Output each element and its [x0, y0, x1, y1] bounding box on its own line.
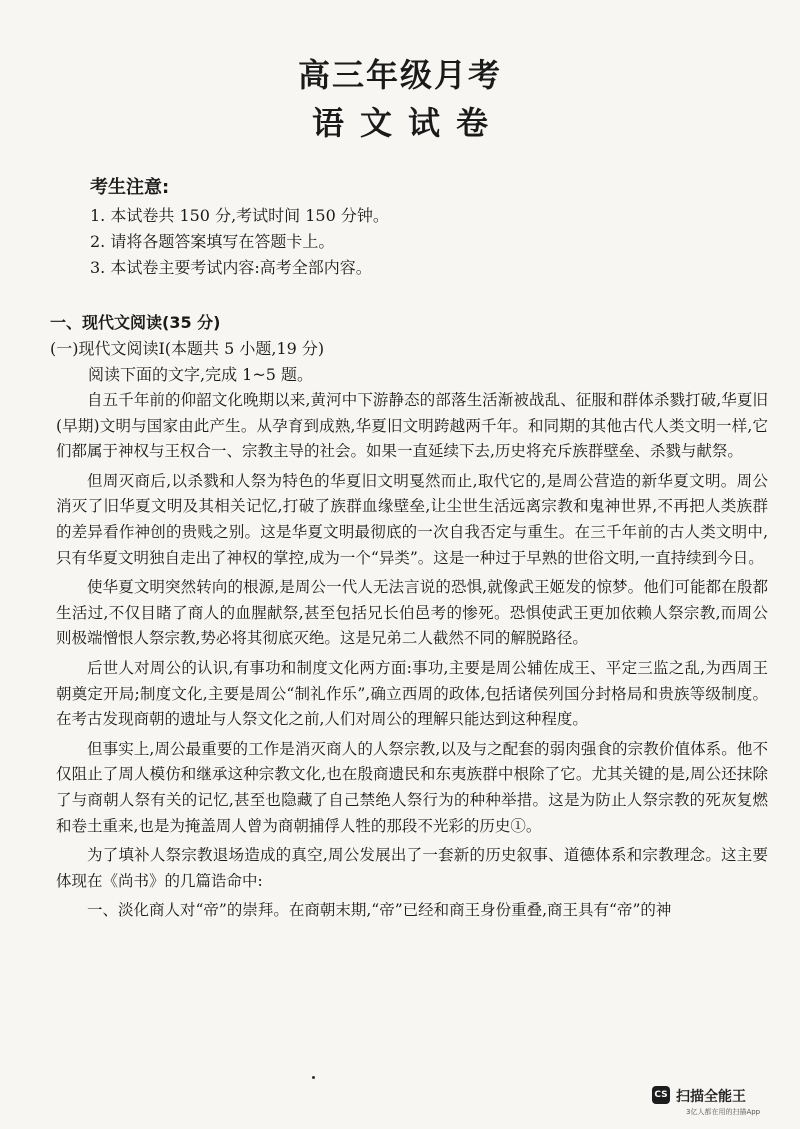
section-heading: 一、现代文阅读(35 分)	[50, 313, 221, 332]
passage-paragraph: 自五千年前的仰韶文化晚期以来,黄河中下游静态的部落生活渐被战乱、征服和群体杀戮打破,华夏旧(早期)文明与国家由此产生。从孕育到成熟,华夏旧文明跨越两千年。和同期的其他古代人类文明一样,它们都属于神权与王权合一、宗教主导的社会。如果一直延续下去,历史将充斥族群壁垒、杀戮与献祭。	[56, 391, 768, 461]
passage-paragraph: 但事实上,周公最重要的工作是消灭商人的人祭宗教,以及与之配套的弱肉强食的宗教价值体系。他不仅阻止了周人模仿和继承这种宗教文化,也在殷商遗民和东夷族群中根除了它。尤其关键的是,周公还抹除了与商朝人祭有关的记忆,甚至也隐藏了自己禁绝人祭行为的种种举措。这是为防止人祭宗教的死灰复燃和卷土重来,也是为掩盖周人曾为商朝捕俘人牲的那段不光彩的历史①。	[56, 739, 768, 835]
reading-passage	[56, 388, 768, 928]
scan-speck	[312, 1076, 315, 1079]
scanner-app-tagline: 3亿人都在用的扫描App	[686, 1108, 761, 1116]
notice-heading: 考生注意:	[90, 177, 170, 198]
cs-logo-icon: CS	[652, 1086, 670, 1104]
exam-subject-title: 语文试卷	[311, 104, 504, 142]
notice-item: 1. 本试卷共 150 分,考试时间 150 分钟。	[90, 206, 389, 225]
passage-paragraph: 但周灭商后,以杀戮和人祭为特色的华夏旧文明戛然而止,取代它的,是周公营造的新华夏文明。周公消灭了旧华夏文明及其相关记忆,打破了族群血缘壁垒,让尘世生活远离宗教和鬼神世界,不再把人类族群的差异看作神创的贵贱之别。这是华夏文明最彻底的一次自我否定与重生。在三千年前的古人类文明中,只有华夏文明独自走出了神权的掌控,成为一个“异类”。这是一种过于早熟的世俗文明,一直持续到今日。	[56, 471, 768, 567]
exam-title: 高三年级月考	[297, 56, 502, 94]
scanner-app-name: 扫描全能王	[676, 1089, 746, 1105]
passage-paragraph: 一、淡化商人对“帝”的崇拜。在商朝末期,“帝”已经和商王身份重叠,商王具有“帝”的神	[87, 901, 672, 920]
passage-paragraph: 后世人对周公的认识,有事功和制度文化两方面:事功,主要是周公辅佐成王、平定三监之乱,为西周王朝奠定开局;制度文化,主要是周公“制礼作乐”,确立西周的政体,包括诸侯列国分封格局和贵族等级制度。在考古发现商朝的遗址与人祭文化之前,人们对周公的理解只能达到这种程度。	[56, 658, 768, 729]
passage-paragraph: 为了填补人祭宗教退场造成的真空,周公发展出了一套新的历史叙事、道德体系和宗教理念。这主要体现在《尚书》的几篇诰命中:	[56, 846, 768, 890]
notice-item: 3. 本试卷主要考试内容:高考全部内容。	[90, 258, 372, 277]
scanner-watermark	[650, 1080, 790, 1120]
reading-instruction: 阅读下面的文字,完成 1~5 题。	[88, 365, 314, 384]
notice-item: 2. 请将各题答案填写在答题卡上。	[90, 232, 335, 251]
section-subheading: (一)现代文阅读Ⅰ(本题共 5 小题,19 分)	[50, 339, 325, 358]
passage-paragraph: 使华夏文明突然转向的根源,是周公一代人无法言说的恐惧,就像武王姬发的惊梦。他们可能都在殷都生活过,不仅目睹了商人的血腥献祭,甚至包括兄长伯邑考的惨死。恐惧使武王更加依赖人祭宗教,而周公则极端憎恨人祭宗教,势必将其彻底灭绝。这是兄弟二人截然不同的解脱路径。	[56, 578, 768, 648]
